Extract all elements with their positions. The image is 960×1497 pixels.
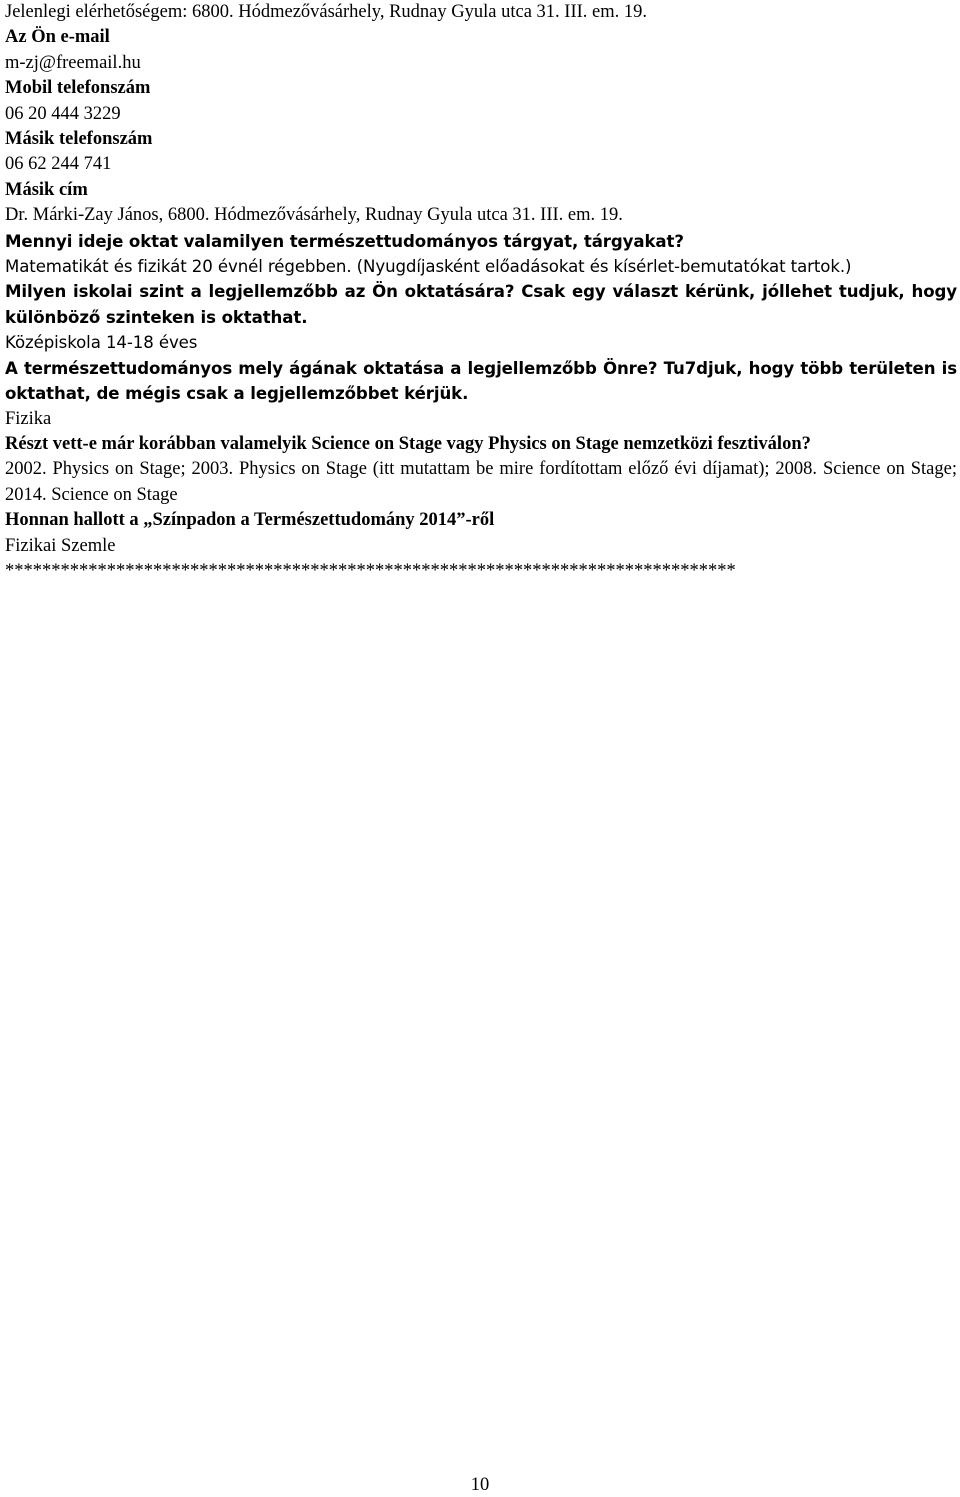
document-body <box>5 0 957 584</box>
mobile-value: 06 20 444 3229 <box>5 103 121 124</box>
question-festival-participation: Részt vett-e már korábban valamelyik Science on Stage vagy Physics on Stage nemzetközi fesztiválon? <box>5 433 811 454</box>
page-number: 10 <box>470 1475 490 1495</box>
question-school-level: Milyen iskolai szint a legjellemzőbb az Ön oktatására? Csak egy választ kérünk, jóllehet tudjuk, hogy különböző szinteken is oktathat. <box>5 282 957 327</box>
other-phone-label: Másik telefonszám <box>5 129 153 150</box>
other-address-label: Másik cím <box>5 179 88 200</box>
other-address-value: Dr. Márki-Zay János, 6800. Hódmezővásárhely, Rudnay Gyula utca 31. III. em. 19. <box>5 205 623 226</box>
question-heard-from: Honnan hallott a „Színpadon a Természettudomány 2014”-ről <box>5 510 495 531</box>
current-address: Jelenlegi elérhetőségem: 6800. Hódmezővásárhely, Rudnay Gyula utca 31. III. em. 19. <box>5 2 647 22</box>
other-phone-value: 06 62 244 741 <box>5 154 112 175</box>
email-label: Az Ön e-mail <box>5 27 110 48</box>
answer-heard-from: Fizikai Szemle <box>5 535 116 556</box>
answer-teaching-duration: Matematikát és fizikát 20 évnél régebben. (Nyugdíjasként előadásokat és kísérlet-bemutatókat tartok.) <box>5 257 852 277</box>
answer-school-level: Középiskola 14-18 éves <box>5 333 198 353</box>
email-value: m-zj@freemail.hu <box>5 52 141 73</box>
answer-science-branch: Fizika <box>5 408 52 429</box>
separator-stars: ******************************************************************************* <box>5 560 736 581</box>
answer-festival-participation: 2002. Physics on Stage; 2003. Physics on Stage (itt mutattam be mire fordítottam előző évi díjamat); 2008. Science on Stage; 2014. Science on Stage <box>5 459 957 505</box>
question-science-branch: A természettudományos mely ágának oktatása a legjellemzőbb Önre? Tu7djuk, hogy több területen is oktathat, de mégis csak a legjellemzőbbet kérjük. <box>5 358 957 404</box>
question-teaching-duration: Mennyi ideje oktat valamilyen természettudományos tárgyat, tárgyakat? <box>5 231 684 251</box>
mobile-label: Mobil telefonszám <box>5 78 151 99</box>
